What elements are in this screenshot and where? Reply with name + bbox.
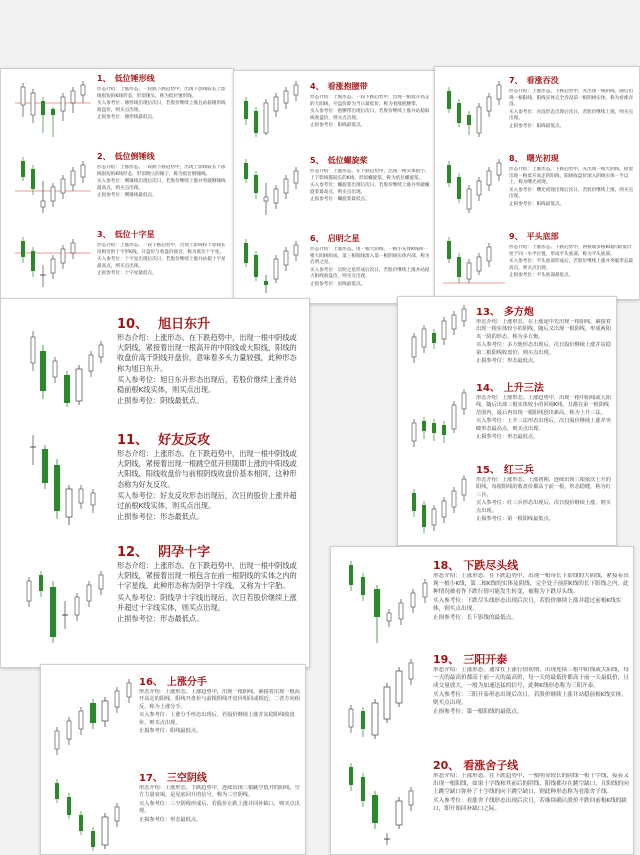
- card-patterns-16-17: [40, 664, 306, 855]
- pattern-entry: [435, 225, 639, 299]
- pattern-entry: [331, 547, 633, 647]
- pattern-entry: [41, 665, 305, 765]
- pattern-text: 形态介绍：上涨形态。在下跌趋势中，出现一根中阴线或大阴线，紧接着出现一根包含在前一根阴线的实体之内的十字星线，此种形态称为阴孕十字线，又称为十字胎。 买入参考位：阴线孕十字线出现后，次日若股价继续上涨并超过十字线实体，则买点出现。 止损参考位：形态最低点。: [117, 561, 297, 624]
- pattern-entry: [1, 543, 309, 665]
- candlestick-thumbnail: [27, 429, 107, 529]
- candlestick-thumbnail: [240, 153, 306, 219]
- card-patterns-10-12: [0, 298, 310, 668]
- pattern-title: 3、 低位十字星: [97, 230, 155, 239]
- candlestick-thumbnail: [408, 465, 472, 537]
- pattern-text: 形态介绍：上涨形态。由一根大阴线、一根小实体K线和一根大阳线组成，第三根阳线深入第一根阴线实体内部，称为启明之星。 买入参考位：启明之星形成后次日，若股价继续上涨并站稳大阳线收盘价，则买点出现。 止损参考位：星线最低点。: [310, 247, 430, 287]
- candlestick-thumbnail: [15, 73, 91, 139]
- pattern-text: 形态介绍：上涨形态。一段下跌趋势中，出现一根低开高走的大阳线，开盘价即为当日最低价，称为看涨抱腰带。 买入参考位：抱腰带出现后次日，若股价继续上涨并站稳阳线收盘价，则买点出现。 止损参考位：阳线最低点。: [310, 95, 430, 129]
- pattern-title: 9、 平头底部: [509, 232, 559, 241]
- pattern-entry: [1, 299, 309, 421]
- card-patterns-1-3: [0, 68, 234, 300]
- pattern-title: 12、 阴孕十字: [117, 545, 211, 560]
- pattern-text: 形态介绍：上涨形态。在下跌趋势中，一根明显较长的阴线一根十字线，接着又出现一根阳线，如果十字线和其前后的阴线、阳线都存在跳空缺口，且阳线的向上跳空缺口弥补了十字线的向下跳空缺口，则此种形态称为看涨舍子线。 买入参考位：看涨舍子线形态出现后次日，若继续确认股价不跌回前根K线的缺口，即开始回补缺口之际。: [433, 773, 629, 812]
- pattern-entry: [234, 149, 434, 225]
- pattern-entry: [41, 767, 305, 855]
- pattern-entry: [1, 147, 233, 223]
- candlestick-thumbnail: [408, 303, 472, 373]
- pattern-text: 形态介绍：上涨形态。上涨趋势中，出现一根阴线，紧接着出现一根高开高走的阳线，阳线开盘价与前根阴线开盘价相同或相近，二者方向相反，称为上涨分手。 买入参考位：上涨分手形态出现后，若股价继续上涨并站稳阳线收盘价，则买点出现。 止损参考位：阳线最低点。: [139, 689, 300, 734]
- pattern-entry: [331, 751, 633, 854]
- pattern-title: 7、 看涨吞没: [509, 76, 559, 85]
- pattern-text: 形态介绍：上涨形态。在下跌趋势中，出现一根中阴线或大阴线，紧接着出现一根高开的中阳线或大阳线，阳线的收盘价高于阴线开盘价，意味着多头力量较强，此种形态称为旭日东升。 买入参考位：旭日东升形态出现后，若股价继续上涨并站稳前根K线实体，则买点出现。 止损参考位：阴线最低点。: [117, 333, 297, 406]
- candlestick-thumbnail: [443, 151, 505, 217]
- pattern-title: 16、 上涨分手: [139, 677, 207, 688]
- pattern-text: 形态介绍：上涨形态。通常在上涨行情初期，出现连续三根中阳线或大阳线，每一天的最高价都高于前一天的最高价，每一天的最低价都高于前一天最低价，且成交量放大。一般为加速迅猛的信号，此种K线形态称为三阳开泰。 买入参考位：三阳开泰形态出现后次日，若股价继续上涨并站稳前根K线实体，则买点出现。 止损参考位：第一根阳线的最低点。: [433, 667, 629, 715]
- pattern-title: 4、 看涨抱腰带: [310, 82, 368, 91]
- pattern-entry: [398, 461, 616, 545]
- candlestick-thumbnail: [15, 229, 91, 291]
- pattern-text: 形态介绍：上涨形态。在下跌趋势中，出现一根中阴线或大阴线，紧接着出现一根跳空低开但随即上涨的中阳线或大阳线，阳线收盘价与前根阴线收盘价基本相同，这种形态称为好友反攻。 买入参考位：好友反攻形态出现后，次日的股价上涨并超过前根K线实体，则买点出现。 止损参考位：形态最低点。: [117, 449, 297, 522]
- pattern-text: 形态介绍：上涨形态。一段下跌趋势中，出现上影线和下影线长度相近的十字形K线，开盘价与收盘价接近，称为低位十字星。 买入参考位：十字星出现后次日，若股价继续上涨并站稳十字星最高点，则买点出现。 止损参考位：十字星最低点。: [97, 243, 226, 277]
- pattern-title: 18、 下跌尽头线: [433, 559, 519, 572]
- candlestick-thumbnail: [443, 73, 505, 141]
- pattern-entry: [234, 227, 434, 303]
- candlestick-thumbnail: [51, 677, 135, 761]
- pattern-entry: [435, 147, 639, 223]
- candlestick-thumbnail: [345, 757, 429, 847]
- pattern-text: 形态介绍：上涨形态。在上涨途中先出现一根阳线，紧接着出现一根实体较小的阴线，随后又出现一根阳线，形成两阳夹一阴的形态，称为多方炮。 买入参考位：多方炮形态出现后，次日股价继续上涨并站稳第二根阳线收盘价，则买点出现。 止损参考位：形态最低点。: [476, 319, 611, 364]
- pattern-title: 20、 看涨舍子线: [433, 759, 519, 772]
- pattern-text: 形态介绍：上涨形态。上涨初期，连续出现三根依次上升的阳线，每根阳线的收盘价都高于前一根，形态稳健，称为红三兵。 买入参考位：红三兵形态出现后，次日股价继续上涨，则买点出现。 止损参考位：第一根阳线最低点。: [476, 477, 611, 522]
- pattern-title: 5、 低位螺旋桨: [310, 156, 368, 165]
- candlestick-thumbnail: [51, 773, 135, 853]
- pattern-entry: [331, 647, 633, 751]
- pattern-text: 形态介绍：上涨形态。下跌趋势中，两根或多根K线的最低价处于同一水平位置，形成平头底部，称为平头底部。 买入参考位：平头底部形成后，若股价继续上涨并突破形态最高点，则买点出现。 止损参考位：平头底部最低点。: [509, 245, 634, 279]
- card-patterns-13-15: [397, 296, 617, 546]
- card-patterns-18-20: [330, 546, 634, 855]
- pattern-title: 19、 三阳开泰: [433, 653, 508, 666]
- candlestick-thumbnail: [408, 383, 472, 455]
- candlestick-thumbnail: [15, 151, 91, 217]
- pattern-title: 17、 三空阴线: [139, 773, 207, 784]
- pattern-text: 形态介绍：上涨形态。在下跌趋势中，出现一根实体很小、上下影线都较长的K线，形似螺旋桨，称为低位螺旋桨。 买入参考位：螺旋桨出现后次日，若股价继续上涨并突破螺旋桨最高点，则买点出现。 止损参考位：螺旋桨最低点。: [310, 169, 430, 203]
- pattern-entry: [234, 71, 434, 147]
- pattern-title: 13、 多方炮: [476, 307, 534, 318]
- candlestick-thumbnail: [23, 553, 107, 653]
- pattern-title: 8、 曙光初现: [509, 154, 559, 163]
- pattern-entry: [398, 297, 616, 379]
- pattern-title: 6、 启明之星: [310, 234, 360, 243]
- pattern-title: 1、 低位锤形线: [97, 74, 155, 83]
- pattern-text: 形态介绍：上涨形态。一段跌下跌趋势中，出现下影线较长上影线很短的K线形态，形似锤头，称为低位锤形线。 买入参考位：锤形线出现后次日，若股价继续上涨且站稳锤形线收盘价，则买点出现。 止损参考位：锤形线最低点。: [97, 87, 226, 121]
- card-patterns-4-6: [233, 70, 435, 304]
- pattern-entry: [1, 69, 233, 145]
- pattern-text: 形态介绍：上涨形态。下跌趋势中，先出现一根阴线，随后出现一根阳线，阳线实体完全吞没前一根阴线实体，称为看涨吞没。 买入参考位：吞没形态出现后次日，若股价继续上涨，则买点出现。 止损参考位：阳线最低点。: [509, 89, 634, 129]
- candlestick-thumbnail: [240, 77, 306, 143]
- pattern-text: 形态介绍：上涨形态。上涨趋势中，出现一根中阳线或大阳线，随后出现三根实体较小的回调K线，且都在第一根阳线范围内，最后再出现一根阳线创出新高，称为上升三法。 买入参考位：上升三法形态出现后，次日股价继续上涨并突破形态最高点，则买点出现。 止损参考位：形态最低点。: [476, 395, 611, 440]
- pattern-text: 形态介绍：上涨形态。下跌趋势中，先出现一根大阴线，接着出现一根低开高走的阳线，阳线收盘价深入阴线实体一半以上，称为曙光初现。 买入参考位：曙光初现出现后次日，若股价继续上涨，则买点出现。 止损参考位：阳线最低点。: [509, 167, 634, 207]
- pattern-text: 形态介绍：上涨形态。下跌趋势中，连续出现三根跳空低开的阴线，空方力量衰竭，是见底回升的信号，称为三空阴线。 买入参考位：三空阴线形成后，若股价止跌上涨并回补缺口，则买点出现。 止损参考位：形态最低点。: [139, 785, 300, 823]
- pattern-title: 2、 低位倒锤线: [97, 152, 155, 161]
- candlestick-thumbnail: [443, 229, 505, 293]
- pattern-title: 10、 旭日东升: [117, 317, 211, 332]
- pattern-title: 15、 红三兵: [476, 465, 534, 476]
- candlestick-thumbnail: [345, 555, 429, 645]
- pattern-entry: [398, 379, 616, 461]
- pattern-text: 形态介绍：上涨形态。一段跌下跌趋势中，出现上影线较长下影线很短的K线形态，形似倒立的锤子，称为低位倒锤线。 买入参考位：倒锤线出现后次日，若股价继续上涨并突破倒锤线最高点，则买点出现。 止损参考位：倒锤线最低点。: [97, 165, 226, 199]
- pattern-entry: [1, 423, 309, 541]
- card-patterns-7-9: [434, 66, 640, 300]
- candlestick-thumbnail: [240, 231, 306, 297]
- pattern-entry: [435, 67, 639, 145]
- pattern-entry: [1, 225, 233, 299]
- pattern-text: 形态介绍：上涨形态。在下跌趋势中，出现一根带长下影线的大阴线，紧接着出现一根小K线，第二根K线的实体及阴线，完全处于前阴K线的长下影线之内，此种情况被看作下跌行情可能发生转变，被称为下跌尽头线。 买入参考位：下跌尽头线形态出现后次日，若股价继续上涨并超过前根K线实体，则买点出现。 止损参考位：长下影线的最低点。: [433, 573, 629, 621]
- pattern-title: 14、 上升三法: [476, 383, 544, 394]
- candlestick-thumbnail: [345, 651, 429, 743]
- pattern-title: 11、 好友反攻: [117, 433, 211, 448]
- candlestick-thumbnail: [27, 311, 107, 411]
